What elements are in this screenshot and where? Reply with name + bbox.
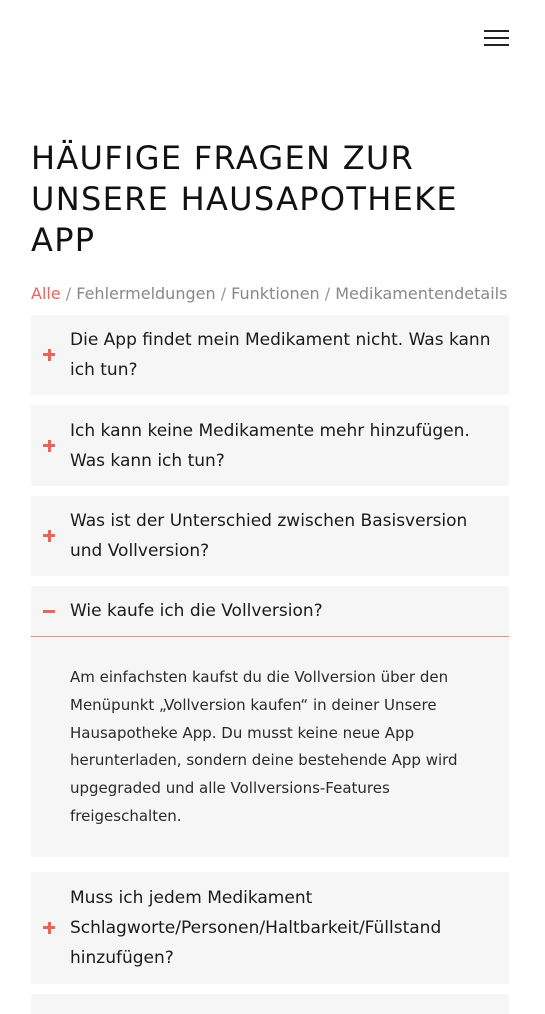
faq-question: Ich kann keine Medikamente mehr hinzufügen. Was kann ich tun?: [70, 421, 470, 471]
faq-question: Muss ich jedem Medikament Schlagworte/Personen/Haltbarkeit/Füllstand hinzufügen?: [70, 888, 442, 968]
menu-button[interactable]: [484, 28, 509, 48]
page-title: HÄUFIGE FRAGEN ZUR UNSERE HAUSAPOTHEKE APP: [31, 139, 458, 259]
faq-item: [31, 315, 509, 395]
faq-question: Die App findet mein Medikament nicht. Was kann ich tun?: [70, 330, 491, 380]
filter-medikamentendetails[interactable]: Medikamentendetails: [335, 284, 508, 303]
faq-question: Wie kaufe ich die Vollversion?: [70, 601, 323, 621]
faq-question-toggle[interactable]: [31, 496, 509, 576]
faq-answer: Am einfachsten kaufst du die Vollversion über den Menüpunkt „Vollversion kaufen“ in deiner Unsere Hausapotheke App. Du musst keine neue App herunterladen, sondern deine bestehende App wird upgegraded und alle Vollversions-Features freigeschalten.: [70, 668, 458, 825]
filter-separator: /: [60, 284, 77, 303]
faq-item: [31, 496, 509, 576]
faq-item: [31, 872, 509, 984]
plus-icon: [43, 528, 57, 542]
plus-icon: [43, 920, 57, 934]
filter-separator: /: [215, 284, 232, 303]
minus-icon: [43, 604, 57, 618]
faq-item: [31, 405, 509, 486]
hamburger-menu-icon: [484, 30, 509, 32]
faq-question-toggle[interactable]: [31, 315, 509, 395]
faq-item-expanded: [31, 586, 509, 857]
filter-fehlermeldungen[interactable]: Fehlermeldungen: [76, 284, 216, 303]
faq-divider: [31, 636, 509, 637]
filter-all[interactable]: Alle: [31, 284, 61, 303]
faq-question-toggle[interactable]: [31, 405, 509, 486]
faq-item: [31, 994, 509, 1014]
filter-funktionen[interactable]: Funktionen: [231, 284, 320, 303]
faq-question-toggle[interactable]: [31, 872, 509, 984]
faq-question: Was ist der Unterschied zwischen Basisversion und Vollversion?: [70, 511, 468, 561]
plus-icon: [43, 438, 57, 452]
category-filter: [31, 283, 507, 305]
plus-icon: [43, 347, 57, 361]
faq-question-toggle[interactable]: [31, 586, 509, 636]
filter-separator: /: [319, 284, 336, 303]
